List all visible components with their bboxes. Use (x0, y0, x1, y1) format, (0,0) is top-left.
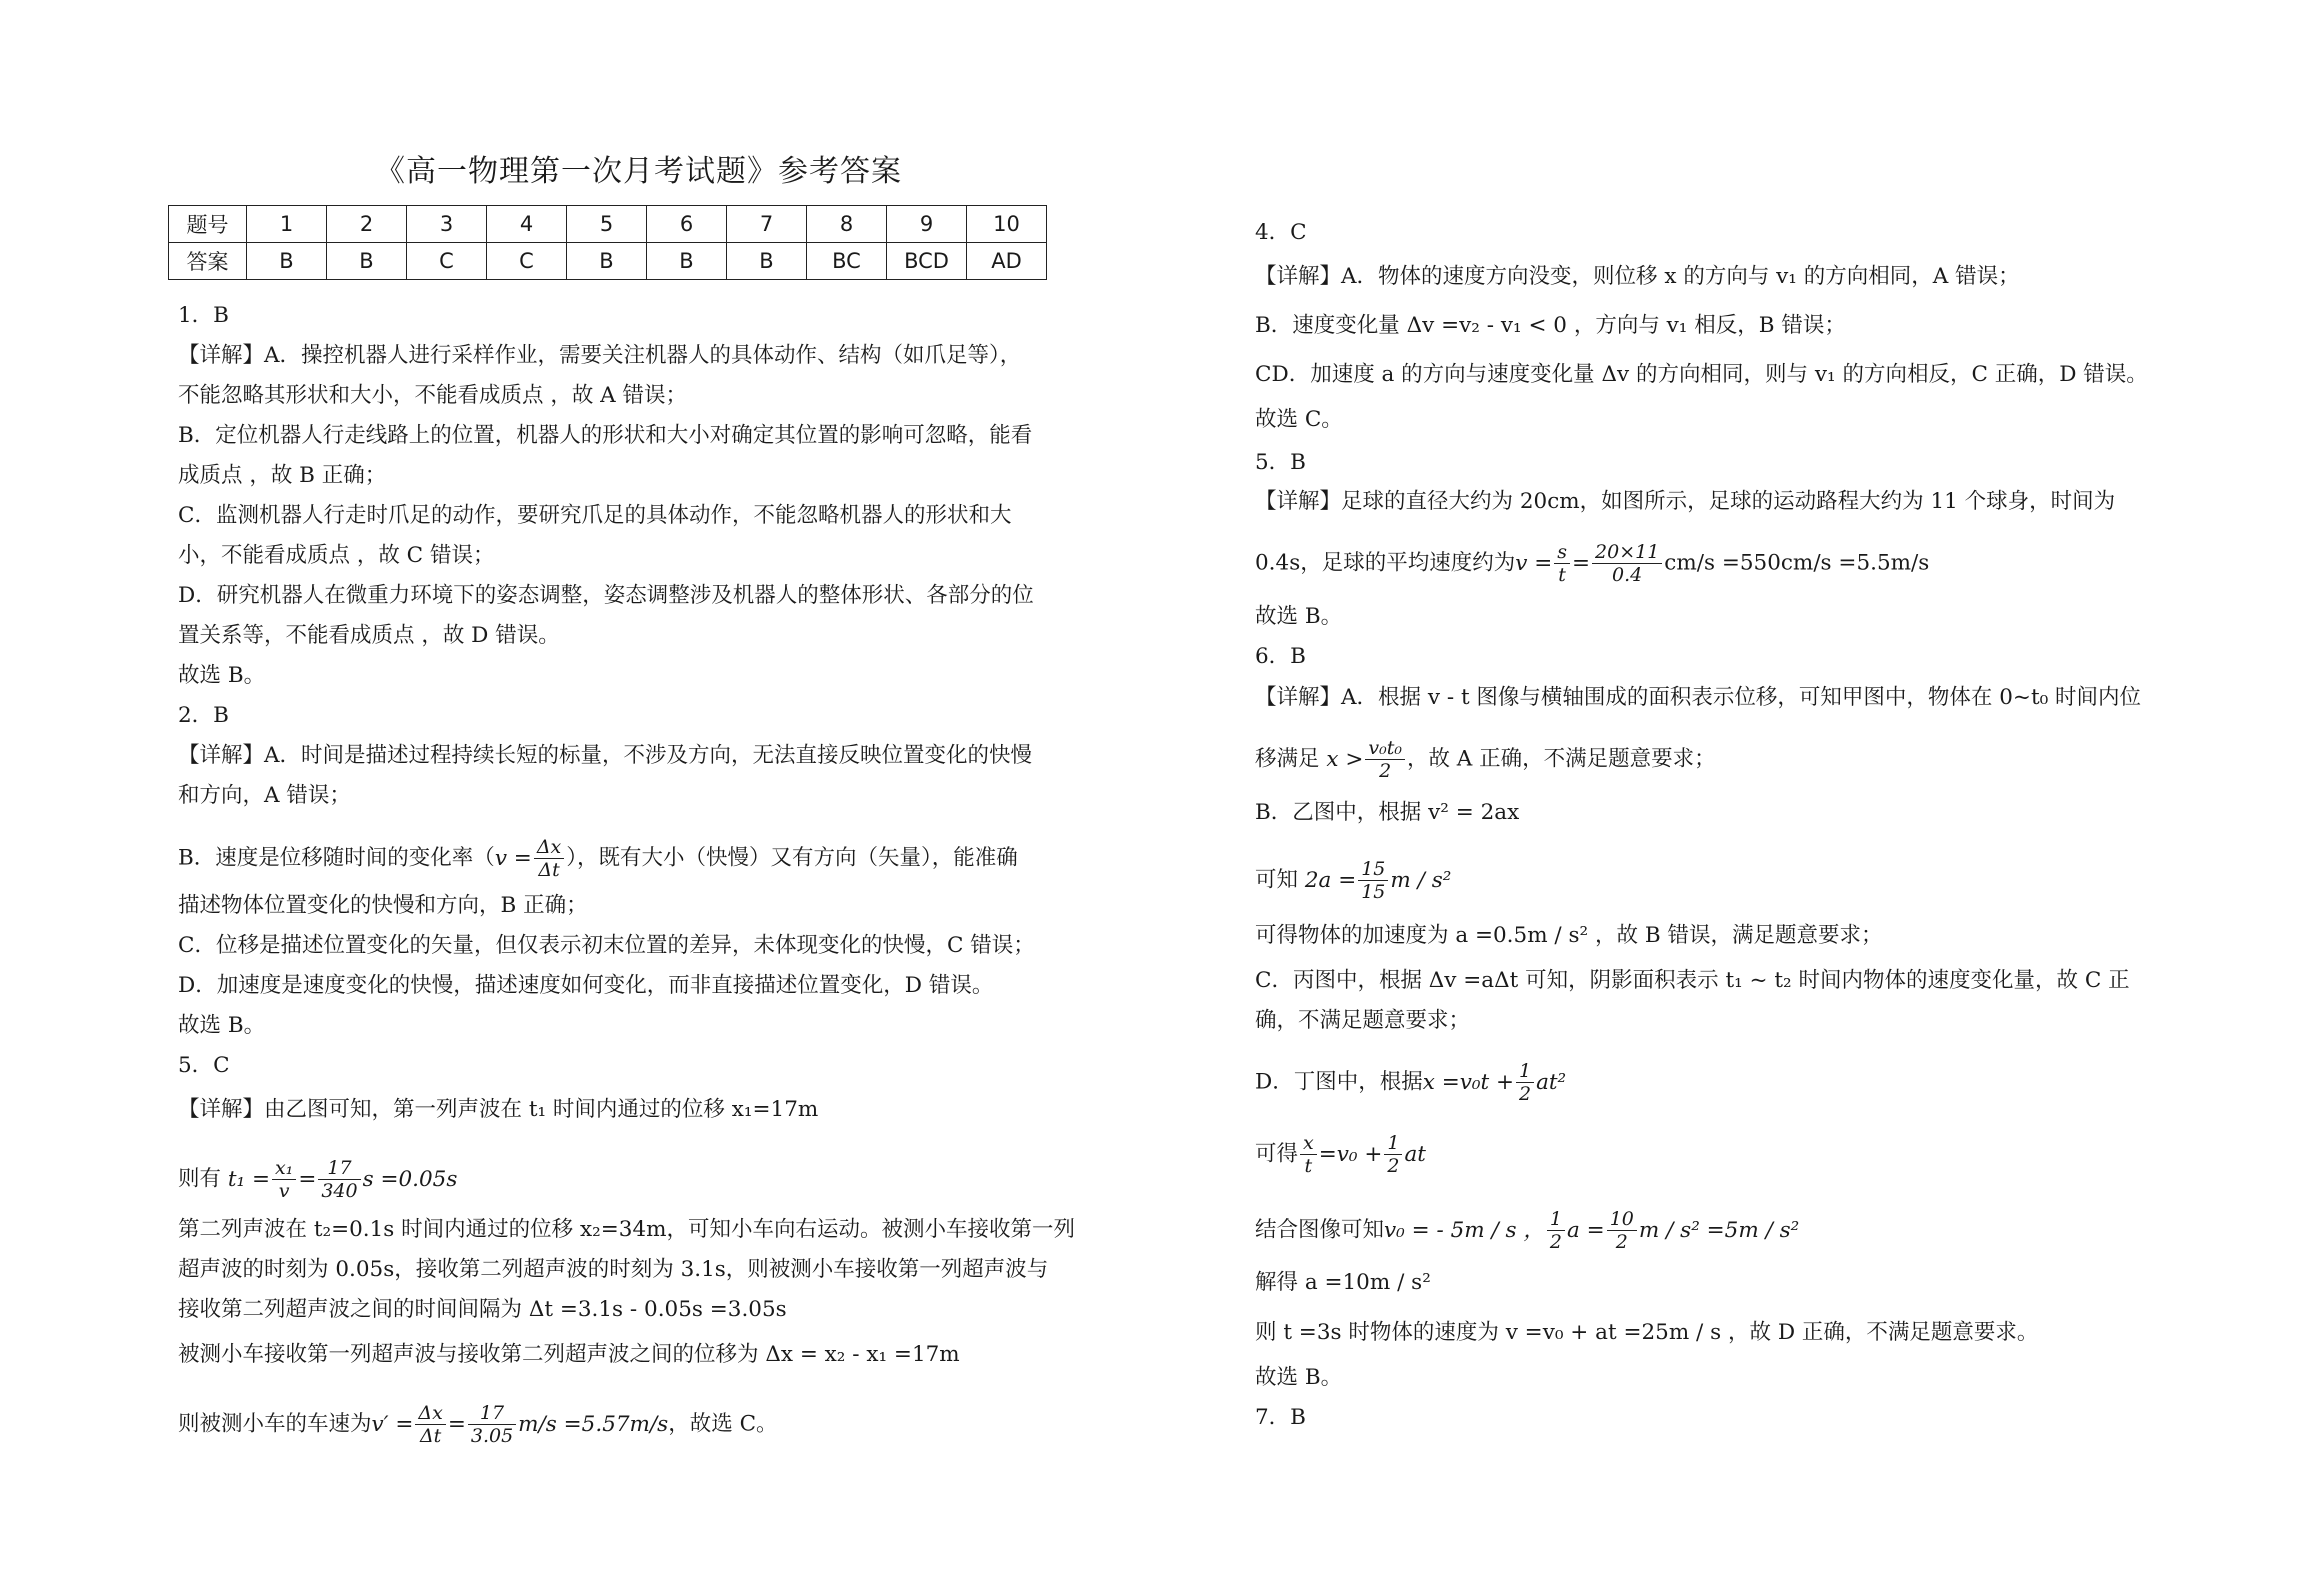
text-segment: B．速度是位移随时间的变化率（ (178, 845, 495, 871)
formula-line (1255, 1060, 1566, 1105)
table-cell: C (487, 243, 567, 280)
text-line: C．监测机器人行走时爪足的动作，要研究爪足的具体动作，不能忽略机器人的形状和大 (178, 503, 1012, 528)
text-line: C．位移是描述位置变化的矢量，但仅表示初末位置的差异，未体现变化的快慢，C 错误； (178, 933, 1035, 958)
table-cell: 5 (567, 206, 647, 243)
text-segment: D．丁图中，根据 (1255, 1069, 1423, 1095)
question-heading: 7．B (1255, 1405, 1306, 1430)
formula: v = $\frac{\Delta x}{\Delta t}$ (495, 846, 566, 871)
text-line: 小，不能看成质点 ，故 C 错误； (178, 543, 495, 568)
conclusion-line: 故选 B。 (1255, 1365, 1343, 1390)
text-line: 置关系等，不能看成质点 ，故 D 错误。 (178, 623, 560, 648)
text-segment: ，故 A 正确，不满足题意要求； (1406, 746, 1716, 772)
formula-line (1255, 737, 1716, 782)
table-cell: B (727, 243, 807, 280)
formula-line (1255, 1132, 1426, 1177)
question-heading: 5．B (1255, 450, 1306, 475)
text-line: B．速度变化量 Δv =v₂ - v₁ < 0 ，方向与 v₁ 相反，B 错误； (1255, 313, 1846, 338)
text-line: 【详解】A．根据 v - t 图像与横轴围成的面积表示位移，可知甲图中，物体在 0~t₀ 时间内位 (1255, 685, 2142, 710)
conclusion-line: 故选 B。 (178, 1013, 266, 1038)
text-segment: 结合图像可知 (1255, 1217, 1385, 1243)
table-cell: AD (967, 243, 1047, 280)
text-line: 【详解】A．操控机器人进行采样作业，需要关注机器人的具体动作、结构（如爪足等）， (178, 343, 1022, 368)
text-line: 和方向，A 错误； (178, 783, 351, 808)
formula: x =v₀t + $\frac{1}{2}$ at² (1422, 1060, 1567, 1105)
answer-table-answer-row (169, 243, 1047, 280)
formula-line (1255, 858, 1451, 903)
text-segment: cm/s =550cm/s =5.5m/s (1664, 550, 1930, 576)
table-cell: C (407, 243, 487, 280)
formula-line (178, 1402, 778, 1447)
text-segment: 可知 (1255, 867, 1299, 893)
formula: $\frac{x}{t}$ =v₀ + $\frac{1}{2}$ at (1298, 1142, 1426, 1167)
formula: t₁ = $\frac{\text{x₁}}{v}$ = $\frac{17}{340}$ s =0.05s (227, 1157, 458, 1202)
conclusion-line: 故选 C。 (1255, 407, 1343, 432)
question-heading: 4．C (1255, 220, 1307, 245)
table-cell: 2 (327, 206, 407, 243)
formula: 2a = $\frac{15}{15}$ m / s² (1304, 858, 1452, 903)
question-heading: 6．B (1255, 644, 1306, 669)
text-segment: 0.4s，足球的平均速度约为 (1255, 550, 1516, 576)
table-cell: B (327, 243, 407, 280)
question-heading: 2．B (178, 703, 229, 728)
formula: v = $\frac{s}{t}$ = $\frac{20\times 11}{0.4}$ (1515, 551, 1664, 576)
table-cell: BC (807, 243, 887, 280)
text-line: 超声波的时刻为 0.05s，接收第二列超声波的时刻为 3.1s，则被测小车接收第一列超声波与 (178, 1257, 1049, 1282)
formula: v′ = $\frac{\Delta x}{\Delta t}$ = $\frac{17}{3.05}$ m/s =5.57m/s (371, 1402, 669, 1447)
formula-line (178, 1157, 457, 1202)
table-cell: B (567, 243, 647, 280)
text-line: 描述物体位置变化的快慢和方向，B 正确； (178, 893, 588, 918)
text-line: B．乙图中，根据 v² = 2ax (1255, 800, 1520, 825)
text-line: 【详解】足球的直径大约为 20cm，如图所示，足球的运动路程大约为 11 个球身，时间为 (1255, 489, 2116, 514)
question-heading: 5．C (178, 1053, 230, 1078)
text-line: 接收第二列超声波之间的时间间隔为 Δt =3.1s - 0.05s =3.05s (178, 1297, 787, 1322)
text-line: 【详解】A．时间是描述过程持续长短的标量，不涉及方向，无法直接反映位置变化的快慢 (178, 743, 1033, 768)
text-line: C．丙图中，根据 Δv =aΔt 可知，阴影面积表示 t₁ ~ t₂ 时间内物体的速度变化量，故 C 正 (1255, 968, 2130, 993)
table-cell: 4 (487, 206, 567, 243)
table-cell: 3 (407, 206, 487, 243)
text-line: 成质点 ，故 B 正确； (178, 463, 387, 488)
text-segment: 可得 (1255, 1141, 1299, 1167)
text-line: 不能忽略其形状和大小，不能看成质点 ，故 A 错误； (178, 383, 688, 408)
text-segment: 则有 (178, 1166, 222, 1192)
text-line: 确，不满足题意要求； (1255, 1008, 1471, 1033)
text-segment: ，故选 C。 (668, 1411, 778, 1437)
text-line: 第二列声波在 t₂=0.1s 时间内通过的位移 x₂=34m，可知小车向右运动。被测小车接收第一列 (178, 1217, 1076, 1242)
text-segment: 则被测小车的车速为 (178, 1411, 372, 1437)
table-cell: 9 (887, 206, 967, 243)
answer-table-header-row (169, 206, 1047, 243)
conclusion-line: 故选 B。 (1255, 604, 1343, 629)
table-cell: 7 (727, 206, 807, 243)
text-line: B．定位机器人行走线路上的位置，机器人的形状和大小对确定其位置的影响可忽略，能看 (178, 423, 1033, 448)
table-cell: 10 (967, 206, 1047, 243)
table-answer-label: 答案 (169, 243, 247, 280)
conclusion-line: 故选 B。 (178, 663, 266, 688)
text-line: D．加速度是速度变化的快慢，描述速度如何变化，而非直接描述位置变化，D 错误。 (178, 973, 994, 998)
text-line: CD．加速度 a 的方向与速度变化量 Δv 的方向相同，则与 v₁ 的方向相反，C 正确，D 错误。 (1255, 362, 2148, 387)
text-line: 被测小车接收第一列超声波与接收第二列超声波之间的位移为 Δx = x₂ - x₁ =17m (178, 1342, 960, 1367)
text-segment: ），既有大小（快慢）又有方向（矢量），能准确 (566, 845, 1018, 871)
text-segment: 移满足 (1255, 746, 1320, 772)
question-heading: 1．B (178, 303, 229, 328)
text-line: 解得 a =10m / s² (1255, 1270, 1431, 1295)
text-line: 【详解】A．物体的速度方向没变，则位移 x 的方向与 v₁ 的方向相同，A 错误； (1255, 264, 2020, 289)
table-cell: BCD (887, 243, 967, 280)
table-cell: B (247, 243, 327, 280)
text-line: D．研究机器人在微重力环境下的姿态调整，姿态调整涉及机器人的整体形状、各部分的位 (178, 583, 1034, 608)
formula-line (178, 836, 1018, 881)
page-title: 《高一物理第一次月考试题》参考答案 (375, 154, 902, 189)
table-cell: 6 (647, 206, 727, 243)
table-header-label: 题号 (169, 206, 247, 243)
formula-line (1255, 1208, 1799, 1253)
table-cell: 8 (807, 206, 887, 243)
answer-table (168, 205, 1047, 280)
formula-line (1255, 541, 1929, 586)
text-line: 可得物体的加速度为 a =0.5m / s² ，故 B 错误，满足题意要求； (1255, 923, 1883, 948)
formula: v₀ = - 5m / s ， $\frac{1}{2}$ a = $\frac{10}{2}$ m / s² =5m / s² (1384, 1208, 1800, 1253)
formula: x > $\frac{\text{v₀t₀}}{2}$ (1326, 747, 1407, 772)
table-cell: B (647, 243, 727, 280)
text-line: 【详解】由乙图可知，第一列声波在 t₁ 时间内通过的位移 x₁=17m (178, 1097, 819, 1122)
text-line: 则 t =3s 时物体的速度为 v =v₀ + at =25m / s ，故 D 正确，不满足题意要求。 (1255, 1320, 2039, 1345)
table-cell: 1 (247, 206, 327, 243)
